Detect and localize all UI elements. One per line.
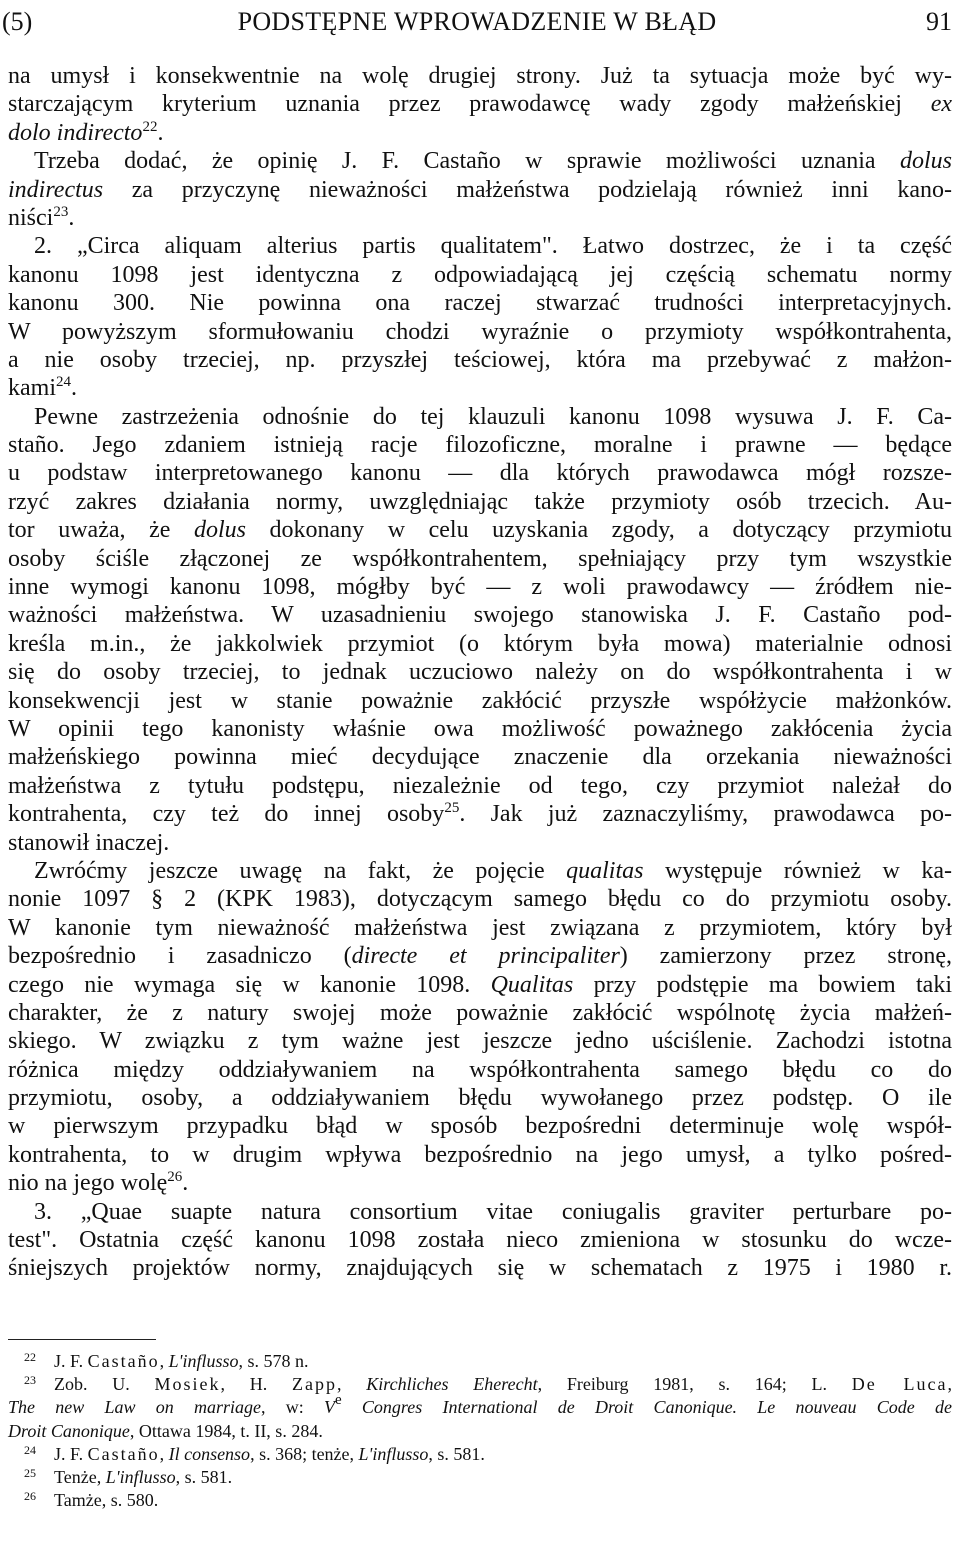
text-run: stanowił inaczej. bbox=[8, 829, 170, 856]
text-run: Pewne zastrzeżenia odnośnie do tej klauzuli kanonu 1098 wysuwa J. F. Ca- bbox=[34, 403, 952, 430]
text-run: inne wymogi kanonu 1098, mógłby być — z woli prawodawcy — źródłem nie- bbox=[8, 574, 952, 601]
running-header bbox=[2, 4, 952, 40]
text-run: na umysł i konsekwentnie na wolę drugiej strony. Już ta sytuacja może być wy- bbox=[8, 63, 952, 89]
text-run: , s. 368; tenże, bbox=[250, 1443, 359, 1464]
text-line bbox=[8, 62, 952, 90]
page-number: 91 bbox=[926, 7, 952, 36]
text-line bbox=[8, 914, 952, 942]
text-line bbox=[8, 147, 952, 175]
text-run: przymiotu, osoby, a oddziaływaniem błędu wywołanego przez podstęp. O ile bbox=[8, 1085, 952, 1112]
text-line bbox=[8, 488, 952, 516]
text-run: Trzeba dodać, że opinię J. F. Castaño w sprawie możliwości uznania bbox=[34, 148, 900, 175]
text-line bbox=[8, 232, 952, 260]
text-run: J. F. bbox=[54, 1443, 88, 1464]
text-run: , w: bbox=[261, 1397, 324, 1418]
footnote-reference: e bbox=[335, 1392, 342, 1409]
text-run: Zob. U. bbox=[54, 1374, 155, 1395]
footnote bbox=[8, 1373, 952, 1396]
text-line bbox=[8, 90, 952, 118]
text-run: 2. „Circa aliquam alterius partis qualitatem". Łatwo dostrzec, że i ta część bbox=[34, 233, 952, 260]
running-title: PODSTĘPNE WPROWADZENIE W BŁĄD bbox=[237, 7, 717, 36]
text-run: rzyć zakres działania normy, uwzględniając także przymioty osób trzecich. Au- bbox=[8, 488, 952, 515]
text-run: charakter, że z natury swojej może poważnie zakłócić wspólnotę życia małżeń- bbox=[8, 999, 952, 1026]
italic-title: L'influsso bbox=[358, 1443, 429, 1464]
italic-title: L'influsso bbox=[105, 1466, 176, 1487]
text-run: kanonu 300. Nie powinna ona raczej stwarzać trudności interpretacyjnych. bbox=[8, 290, 952, 317]
text-run: nio na jego wolę bbox=[8, 1170, 168, 1197]
text-run: bezpośrednio i zasadniczo ( bbox=[8, 943, 352, 970]
footnote-number bbox=[8, 1373, 54, 1396]
body-text bbox=[8, 62, 952, 1283]
text-run: a nie osoby trzeciej, np. przyszłej teściowej, która ma przebywać z małżon- bbox=[8, 346, 952, 373]
footnote-reference: 22 bbox=[142, 118, 158, 135]
text-run: . bbox=[157, 119, 164, 146]
text-line bbox=[8, 999, 952, 1027]
footnote-reference: 25 bbox=[24, 1465, 36, 1480]
text-line bbox=[8, 687, 952, 715]
text-run: małżeńskiego powinna mieć decydujące znaczenie dla orzekania nieważności bbox=[8, 744, 952, 771]
text-run: skiego. W związku z tym ważne jest jeszcze jedno uściślenie. Zachodzi istotna bbox=[8, 1028, 952, 1055]
text-line bbox=[8, 829, 952, 857]
text-run: . Jak już zaznaczyliśmy, prawodawca po- bbox=[459, 801, 952, 828]
text-run: W kanonie tym nieważność małżeństwa jest związana z przymiotem, który był bbox=[8, 914, 952, 941]
text-run: za przyczynę nieważności małżeństwa podzielają również inni kano- bbox=[103, 176, 952, 203]
text-run: ważności małżeństwa. W uzasadnieniu swojego stanowiska J. F. Castaño pod- bbox=[8, 602, 952, 629]
author-name: Castaño bbox=[87, 1351, 160, 1371]
text-run: małżeństwa z tytułu podstępu, niezależnie od tego, czy przymiot należał do bbox=[8, 772, 952, 799]
footnote bbox=[8, 1443, 952, 1466]
text-run: W powyższym sformułowaniu chodzi wyraźnie o przymioty współkontrahenta, bbox=[8, 318, 952, 345]
footnote bbox=[8, 1489, 952, 1512]
italic-term: directe et principaliter bbox=[351, 943, 620, 970]
text-run: ) zamierzony przez stronę, bbox=[619, 943, 953, 970]
italic-term: dolus bbox=[899, 148, 952, 175]
text-run: czego nie wymaga się w kanonie 1098. bbox=[8, 971, 491, 998]
text-line bbox=[8, 261, 952, 289]
text-line bbox=[8, 1198, 952, 1226]
text-run: kontrahenta, czy też do innej osoby bbox=[8, 801, 445, 828]
text-run: tor uważa, że bbox=[8, 517, 194, 544]
footnote bbox=[8, 1350, 952, 1373]
text-run: Tamże, s. 580. bbox=[54, 1490, 159, 1511]
text-run: w pierwszym przypadku błąd w sposób bezpośredni determinuje wolę współ- bbox=[8, 1113, 952, 1140]
footnote-number bbox=[8, 1443, 54, 1466]
text-line bbox=[8, 1254, 952, 1282]
text-run: , H. bbox=[220, 1374, 292, 1395]
text-line bbox=[8, 1112, 952, 1140]
text-line bbox=[8, 545, 952, 573]
footnote-reference: 24 bbox=[56, 374, 71, 391]
italic-title: Droit Canonique bbox=[8, 1420, 130, 1441]
text-line bbox=[8, 318, 952, 346]
italic-term: dolo indirecto bbox=[8, 119, 143, 146]
italic-term: dolus bbox=[193, 517, 246, 544]
text-line bbox=[8, 971, 952, 999]
footnote-reference: 25 bbox=[444, 800, 460, 817]
footnote-reference: 26 bbox=[167, 1169, 183, 1186]
footnote-reference: 23 bbox=[53, 203, 69, 220]
text-run: , s. 581. bbox=[428, 1443, 485, 1464]
text-run: staño. Jego zdaniem istnieją racje filozoficzne, moralne i prawne — będące bbox=[8, 432, 952, 459]
footnote-reference: 23 bbox=[24, 1373, 36, 1388]
text-run: , bbox=[159, 1351, 169, 1371]
italic-term: ex bbox=[930, 91, 952, 118]
text-run: , Freiburg 1981, s. 164; L. bbox=[537, 1374, 852, 1395]
text-line bbox=[8, 289, 952, 317]
italic-title: Congres International de Droit Canonique. Le nouveau Code de bbox=[341, 1397, 952, 1418]
text-run: się do osoby trzeciej, to jednak uczuciowo należy on do współkontrahenta i w bbox=[8, 659, 952, 686]
text-run: śniejszych projektów normy, znajdujących się w schematach z 1975 i 1980 r. bbox=[8, 1255, 952, 1282]
footnote-number bbox=[8, 1489, 54, 1512]
text-run: dokonany w celu uzyskania zgody, a dotyczący przymiotu bbox=[245, 517, 953, 544]
text-line bbox=[8, 715, 952, 743]
text-line bbox=[8, 658, 952, 686]
footnote bbox=[8, 1466, 952, 1489]
text-run: . bbox=[182, 1170, 189, 1197]
italic-title: The new Law on marriage bbox=[8, 1397, 261, 1418]
text-run: 3. „Quae suapte natura consortium vitae coniugalis graviter perturbare po- bbox=[34, 1198, 952, 1225]
text-run: , bbox=[947, 1374, 952, 1395]
text-line bbox=[8, 176, 952, 204]
footnotes bbox=[8, 1350, 952, 1512]
text-run: niści bbox=[8, 204, 54, 231]
footnote-reference: 24 bbox=[24, 1442, 36, 1457]
text-run: nonie 1097 § 2 (KPK 1983), dotyczącym samego błędu co do przymiotu osoby. bbox=[8, 886, 952, 913]
text-line bbox=[8, 1027, 952, 1055]
text-line bbox=[8, 346, 952, 374]
text-line bbox=[8, 772, 952, 800]
text-run: J. F. bbox=[54, 1351, 88, 1371]
text-run: . bbox=[68, 204, 75, 231]
text-run: konsekwencji jest w stanie poważnie zakłócić przyszłe współżycie małżonków. bbox=[8, 687, 952, 714]
text-line bbox=[8, 573, 952, 601]
text-run: kanonu 1098 jest identyczna z odpowiadającą jej częścią schematu normy bbox=[8, 261, 952, 288]
text-run: Zwróćmy jeszcze uwagę na fakt, że pojęcie bbox=[34, 857, 567, 884]
text-line bbox=[8, 1226, 952, 1254]
text-run: , s. 581. bbox=[175, 1466, 233, 1487]
text-line bbox=[8, 1169, 952, 1197]
text-line bbox=[8, 516, 952, 544]
chapter-number: (5) bbox=[2, 7, 33, 36]
text-line bbox=[8, 1056, 952, 1084]
footnote-continuation bbox=[8, 1392, 952, 1419]
text-line bbox=[8, 942, 952, 970]
author-name: De Luca bbox=[851, 1374, 948, 1395]
text-line bbox=[8, 630, 952, 658]
italic-term: indirectus bbox=[8, 176, 104, 203]
text-run: , s. 578 n. bbox=[238, 1351, 309, 1371]
author-name: Castaño bbox=[87, 1443, 160, 1464]
text-line bbox=[8, 601, 952, 629]
footnote-reference: 26 bbox=[24, 1489, 36, 1504]
text-line bbox=[8, 119, 952, 147]
text-run: , bbox=[336, 1374, 367, 1395]
text-line bbox=[8, 1084, 952, 1112]
italic-title: Kirchliches Eherecht bbox=[366, 1374, 538, 1395]
italic-term: qualitas bbox=[566, 857, 644, 884]
footnote-number bbox=[8, 1466, 54, 1489]
italic-term: Qualitas bbox=[490, 971, 574, 998]
text-line bbox=[8, 743, 952, 771]
text-line bbox=[8, 1141, 952, 1169]
text-run: W opinii tego kanonisty właśnie owa możliwość poważnego zakłócenia życia bbox=[8, 715, 952, 742]
text-run: przy podstępie ma bowiem taki bbox=[573, 971, 952, 998]
footnote-separator bbox=[8, 1339, 156, 1340]
footnote-continuation bbox=[8, 1420, 952, 1443]
italic-title: V bbox=[324, 1397, 335, 1418]
text-run: kontrahenta, to w drugim wpływa bezpośrednio na jego umysł, a tylko pośred- bbox=[8, 1141, 952, 1168]
text-line bbox=[8, 403, 952, 431]
text-run: Tenże, bbox=[54, 1466, 106, 1487]
italic-title: Il consenso bbox=[168, 1443, 251, 1464]
footnote-number bbox=[8, 1350, 54, 1373]
text-line bbox=[8, 800, 952, 828]
text-line bbox=[8, 374, 952, 402]
text-run: , bbox=[159, 1443, 169, 1464]
footnote-reference: 22 bbox=[24, 1350, 36, 1364]
text-line bbox=[8, 857, 952, 885]
italic-title: L'influsso bbox=[168, 1351, 239, 1371]
author-name: Mosiek bbox=[154, 1374, 221, 1395]
author-name: Zapp bbox=[292, 1374, 337, 1395]
text-line bbox=[8, 459, 952, 487]
text-run: u podstaw interpretowanego kanonu — dla których prawodawca mógł rozsze- bbox=[8, 460, 952, 487]
text-run: różnica między oddziaływaniem na współkontrahenta samego błędu co do bbox=[8, 1056, 952, 1083]
text-run: . bbox=[71, 375, 77, 402]
text-line bbox=[8, 885, 952, 913]
text-run: kreśla m.in., że jakkolwiek przymiot (o którym była mowa) materialnie odnosi bbox=[8, 630, 952, 657]
text-line bbox=[8, 431, 952, 459]
text-run: starczającym kryterium uznania przez prawodawcę wady zgody małżeńskiej bbox=[8, 91, 931, 118]
text-run: , Ottawa 1984, t. II, s. 284. bbox=[129, 1420, 323, 1441]
text-run: występuje również w ka- bbox=[643, 857, 952, 884]
text-run: kami bbox=[8, 375, 56, 402]
text-run: osoby ściśle złączonej ze współkontrahentem, spełniający przy tym wszystkie bbox=[8, 545, 952, 572]
text-run: test". Ostatnia część kanonu 1098 została nieco zmieniona w stosunku do wcze- bbox=[8, 1227, 952, 1254]
text-line bbox=[8, 204, 952, 232]
